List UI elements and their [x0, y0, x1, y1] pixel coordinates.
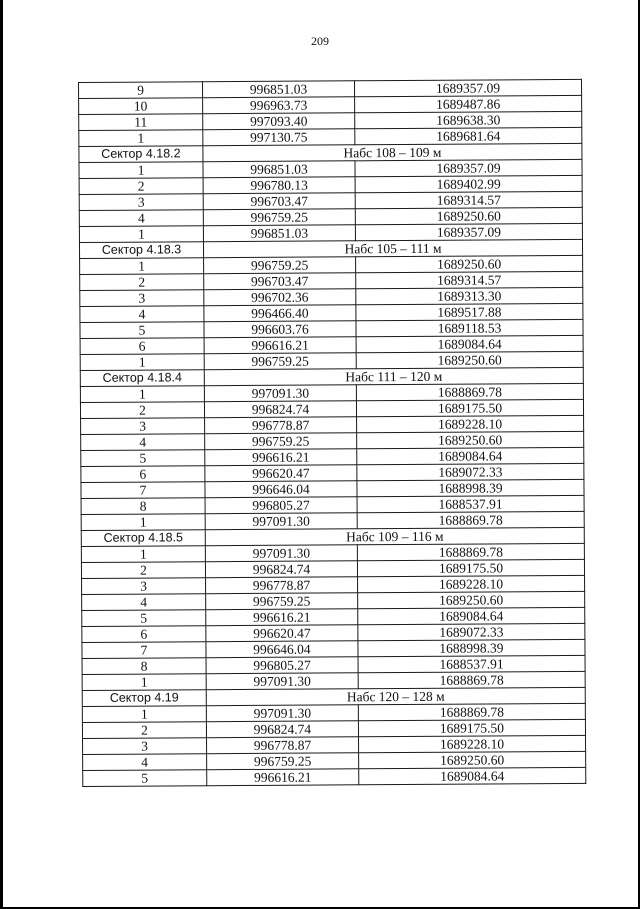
y-coordinate: 1689175.50	[358, 719, 585, 736]
x-coordinate: 997091.30	[204, 385, 356, 402]
x-coordinate: 996616.21	[204, 337, 356, 354]
x-coordinate: 996805.27	[205, 497, 357, 514]
y-coordinate: 1689084.64	[357, 447, 584, 464]
point-number: 6	[82, 626, 206, 643]
y-coordinate: 1689357.09	[354, 79, 581, 96]
x-coordinate: 996759.25	[204, 257, 356, 274]
point-number: 6	[81, 466, 205, 483]
y-coordinate: 1688537.91	[358, 655, 585, 672]
point-number: 5	[83, 770, 207, 787]
point-number: 4	[79, 210, 203, 227]
point-number: 5	[82, 610, 206, 627]
y-coordinate: 1689517.88	[356, 303, 583, 320]
point-number: 7	[82, 642, 206, 659]
x-coordinate: 996759.25	[204, 353, 356, 370]
y-coordinate: 1688869.78	[358, 703, 585, 720]
x-coordinate: 996851.03	[203, 161, 355, 178]
x-coordinate: 996466.40	[204, 305, 356, 322]
x-coordinate: 996759.25	[206, 593, 358, 610]
sector-name: Сектор 4.18.5	[81, 530, 205, 547]
x-coordinate: 996824.74	[206, 721, 358, 738]
y-coordinate: 1688869.78	[357, 511, 584, 528]
y-coordinate: 1689072.33	[358, 623, 585, 640]
point-number: 2	[81, 562, 205, 579]
x-coordinate: 996805.27	[206, 657, 358, 674]
point-number: 4	[82, 594, 206, 611]
y-coordinate: 1689313.30	[356, 287, 583, 304]
point-number: 1	[79, 162, 203, 179]
point-number: 1	[80, 386, 204, 403]
y-coordinate: 1689118.53	[356, 319, 583, 336]
y-coordinate: 1689314.57	[355, 191, 582, 208]
sector-name: Сектор 4.18.4	[80, 370, 204, 387]
x-coordinate: 996778.87	[205, 417, 357, 434]
point-number: 3	[82, 578, 206, 595]
sector-name: Сектор 4.18.2	[79, 146, 203, 163]
x-coordinate: 996759.25	[207, 753, 359, 770]
sector-name: Сектор 4.19	[82, 690, 206, 707]
sector-elevation: Набс 120 – 128 м	[206, 687, 585, 705]
x-coordinate: 996620.47	[206, 625, 358, 642]
y-coordinate: 1689357.09	[355, 223, 582, 240]
y-coordinate: 1689357.09	[355, 159, 582, 176]
point-number: 2	[79, 178, 203, 195]
x-coordinate: 997130.75	[203, 129, 355, 146]
point-number: 2	[82, 722, 206, 739]
point-number: 4	[80, 306, 204, 323]
sector-elevation: Набс 108 – 109 м	[203, 143, 582, 161]
point-number: 7	[81, 482, 205, 499]
point-number: 8	[82, 658, 206, 675]
x-coordinate: 996780.13	[203, 177, 355, 194]
x-coordinate: 996851.03	[203, 81, 355, 98]
y-coordinate: 1689250.60	[355, 207, 582, 224]
point-number: 1	[81, 514, 205, 531]
point-number: 2	[80, 274, 204, 291]
x-coordinate: 996616.21	[206, 609, 358, 626]
point-number: 2	[80, 402, 204, 419]
y-coordinate: 1688537.91	[357, 495, 584, 512]
x-coordinate: 997091.30	[206, 705, 358, 722]
point-number: 1	[80, 354, 204, 371]
x-coordinate: 996851.03	[203, 225, 355, 242]
y-coordinate: 1689681.64	[355, 127, 582, 144]
x-coordinate: 996778.87	[206, 577, 358, 594]
point-number: 1	[82, 706, 206, 723]
point-number: 4	[81, 434, 205, 451]
coordinates-table	[78, 79, 586, 787]
y-coordinate: 1689084.64	[358, 607, 585, 624]
x-coordinate: 997093.40	[203, 113, 355, 130]
x-coordinate: 996824.74	[204, 401, 356, 418]
y-coordinate: 1689250.60	[356, 351, 583, 368]
sector-elevation: Набс 105 – 111 м	[203, 239, 582, 257]
y-coordinate: 1689228.10	[359, 735, 586, 752]
x-coordinate: 996616.21	[207, 769, 359, 786]
point-number: 3	[79, 194, 203, 211]
y-coordinate: 1688869.78	[357, 543, 584, 560]
y-coordinate: 1689250.60	[359, 751, 586, 768]
x-coordinate: 996603.76	[204, 321, 356, 338]
x-coordinate: 996646.04	[206, 641, 358, 658]
y-coordinate: 1689250.60	[357, 431, 584, 448]
point-number: 3	[83, 738, 207, 755]
x-coordinate: 996703.47	[203, 193, 355, 210]
y-coordinate: 1689084.64	[356, 335, 583, 352]
sector-elevation: Набс 109 – 116 м	[205, 527, 584, 545]
x-coordinate: 996963.73	[203, 97, 355, 114]
y-coordinate: 1689487.86	[355, 95, 582, 112]
coordinates-table-body	[79, 79, 586, 786]
y-coordinate: 1688998.39	[357, 479, 584, 496]
y-coordinate: 1688998.39	[358, 639, 585, 656]
point-number: 9	[79, 82, 203, 99]
page-number: 209	[311, 34, 329, 48]
x-coordinate: 996702.36	[204, 289, 356, 306]
sector-name: Сектор 4.18.3	[79, 242, 203, 259]
point-number: 6	[80, 338, 204, 355]
point-number: 1	[80, 258, 204, 275]
sector-elevation: Набс 111 – 120 м	[204, 367, 583, 385]
x-coordinate: 997091.30	[206, 673, 358, 690]
point-number: 1	[79, 130, 203, 147]
point-number: 4	[83, 754, 207, 771]
x-coordinate: 996703.47	[204, 273, 356, 290]
y-coordinate: 1689072.33	[357, 463, 584, 480]
y-coordinate: 1689314.57	[356, 271, 583, 288]
point-number: 5	[81, 450, 205, 467]
x-coordinate: 996778.87	[207, 737, 359, 754]
table-row	[83, 767, 586, 786]
point-number: 1	[79, 226, 203, 243]
scan-border-left	[0, 0, 3, 909]
y-coordinate: 1689228.10	[357, 415, 584, 432]
point-number: 1	[82, 674, 206, 691]
y-coordinate: 1689638.30	[355, 111, 582, 128]
x-coordinate: 996824.74	[205, 561, 357, 578]
x-coordinate: 996616.21	[205, 449, 357, 466]
y-coordinate: 1689228.10	[358, 575, 585, 592]
point-number: 11	[79, 114, 203, 131]
y-coordinate: 1688869.78	[358, 671, 585, 688]
y-coordinate: 1689175.50	[357, 559, 584, 576]
y-coordinate: 1689084.64	[359, 767, 586, 784]
point-number: 3	[80, 290, 204, 307]
x-coordinate: 997091.30	[205, 513, 357, 530]
y-coordinate: 1689175.50	[356, 399, 583, 416]
point-number: 1	[81, 546, 205, 563]
x-coordinate: 996620.47	[205, 465, 357, 482]
x-coordinate: 996759.25	[203, 209, 355, 226]
point-number: 5	[80, 322, 204, 339]
y-coordinate: 1688869.78	[356, 383, 583, 400]
point-number: 3	[81, 418, 205, 435]
x-coordinate: 996646.04	[205, 481, 357, 498]
point-number: 10	[79, 98, 203, 115]
y-coordinate: 1689250.60	[358, 591, 585, 608]
x-coordinate: 996759.25	[205, 433, 357, 450]
y-coordinate: 1689250.60	[356, 255, 583, 272]
point-number: 8	[81, 498, 205, 515]
y-coordinate: 1689402.99	[355, 175, 582, 192]
x-coordinate: 997091.30	[205, 545, 357, 562]
